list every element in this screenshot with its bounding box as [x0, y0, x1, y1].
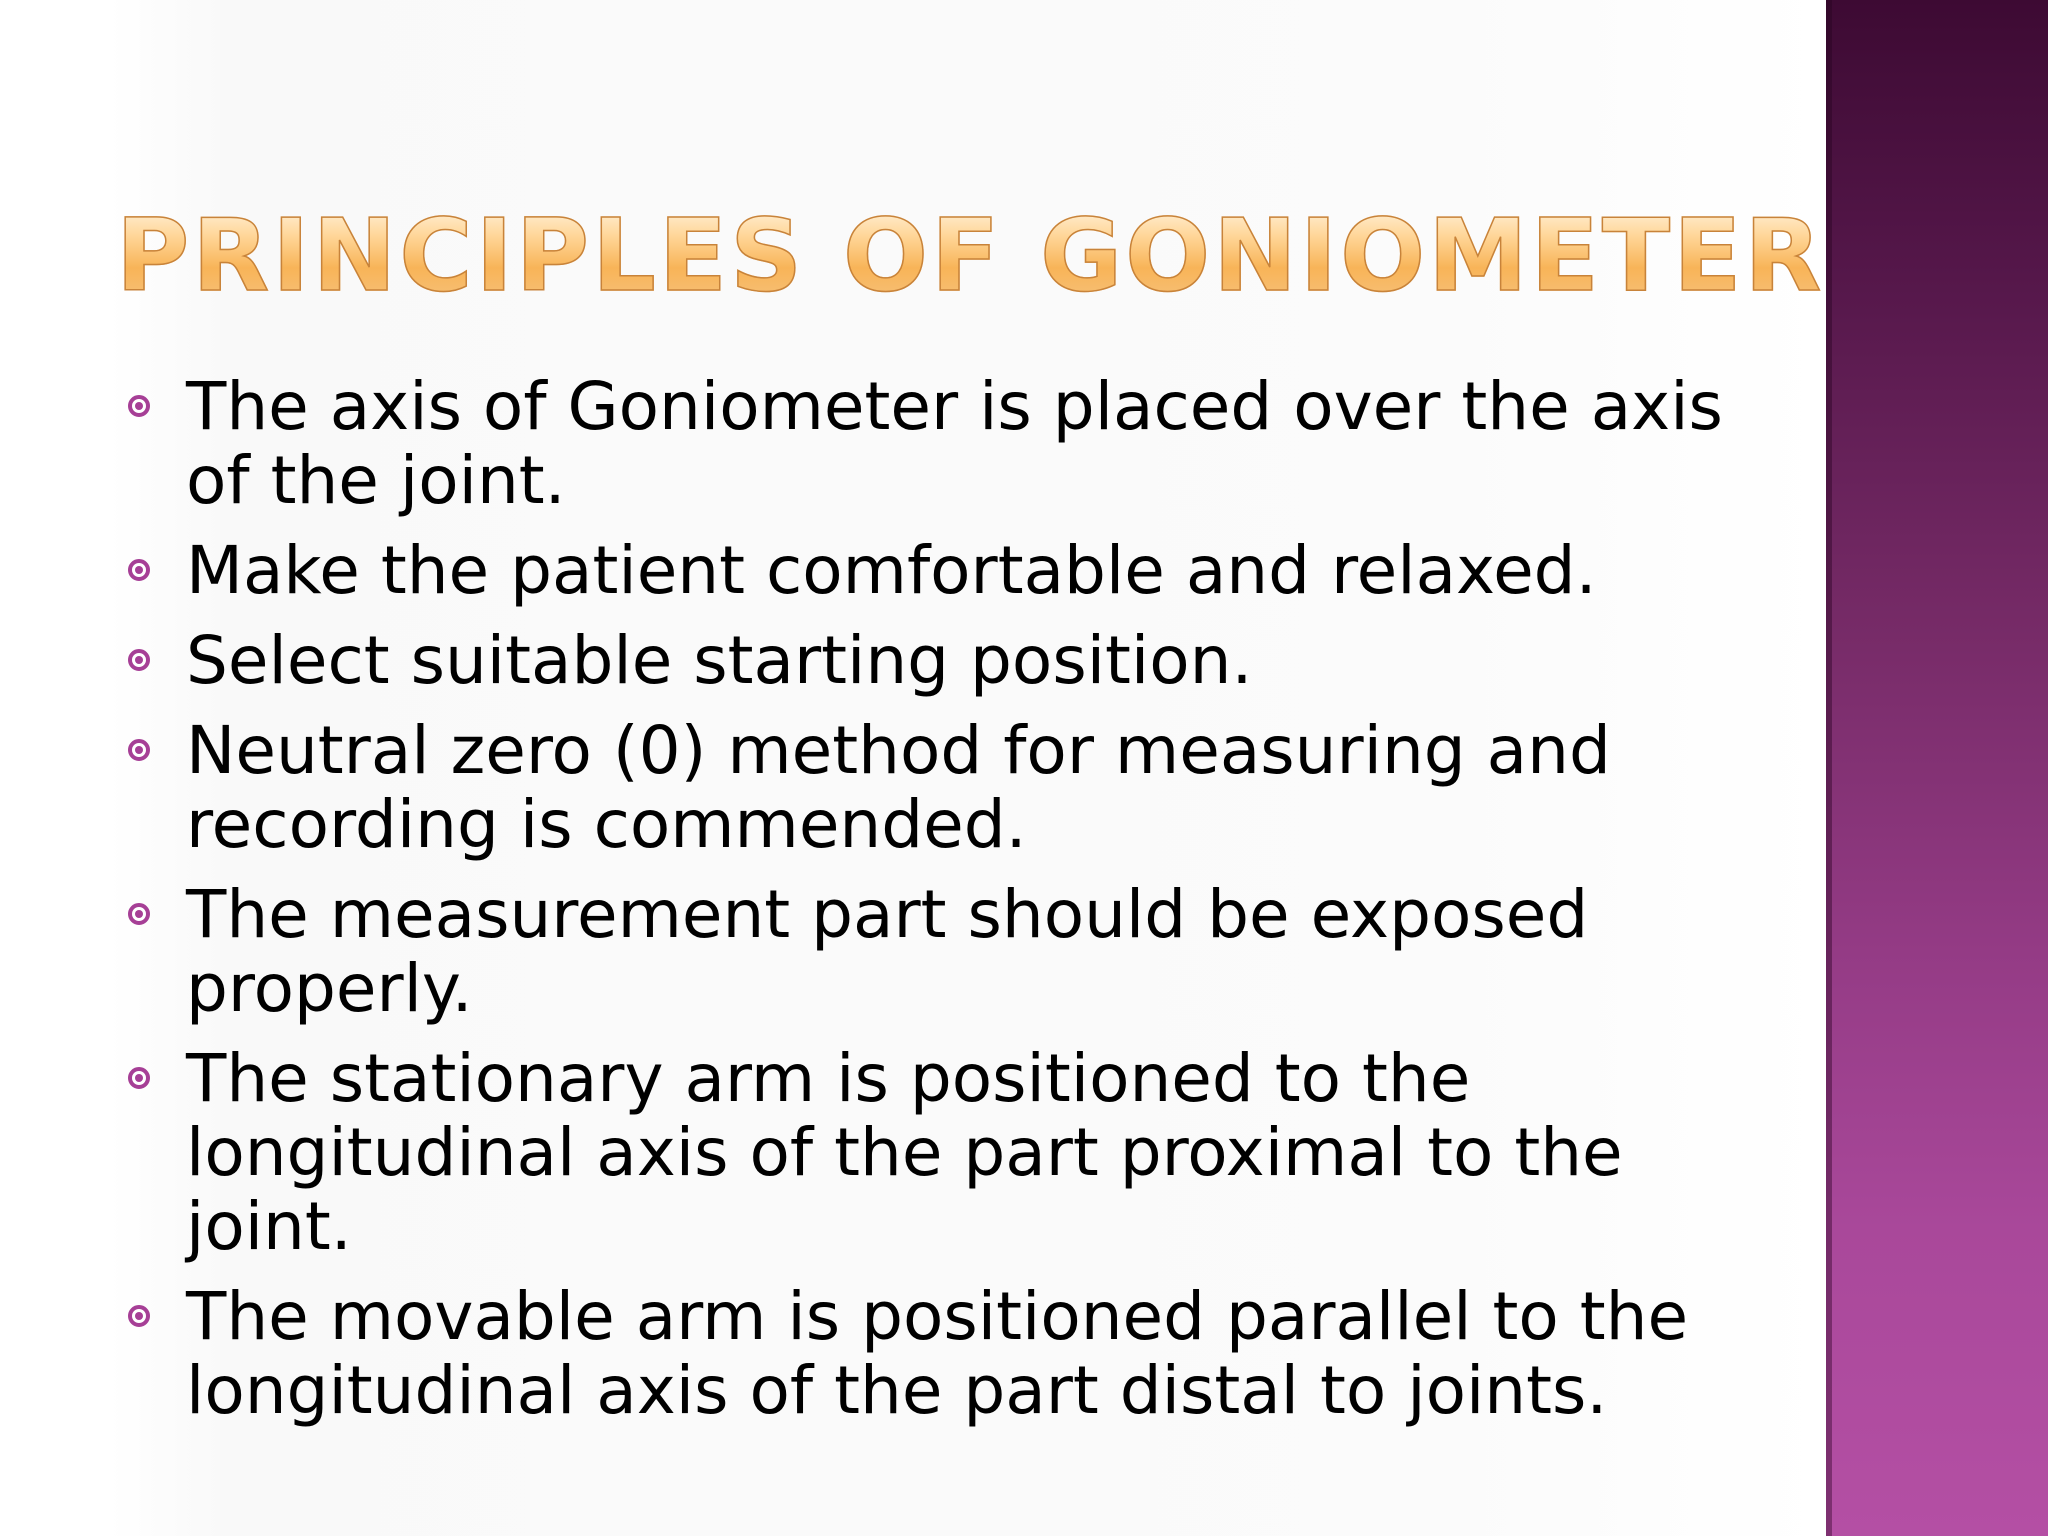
bullet-item [124, 1280, 1764, 1428]
bullet-item [124, 878, 1764, 1026]
circled-dot-icon [128, 649, 150, 671]
circled-dot-icon [128, 1067, 150, 1089]
side-band-edge [1826, 0, 1832, 1536]
circled-dot-icon [128, 903, 150, 925]
slide-title: PRINCIPLES OF GONIOMETER [116, 197, 1825, 314]
bullet-item [124, 1042, 1764, 1264]
bullet-text: The measurement part should be exposed properly. [186, 876, 1589, 1027]
circled-dot-icon [128, 1305, 150, 1327]
bullet-list [124, 370, 1764, 1444]
bullet-item [124, 624, 1764, 698]
bullet-text: Select suitable starting position. [186, 622, 1253, 699]
bullet-item [124, 534, 1764, 608]
circled-dot-icon [128, 559, 150, 581]
bullet-item [124, 370, 1764, 518]
decorative-side-band [1826, 0, 2048, 1536]
circled-dot-icon [128, 739, 150, 761]
circled-dot-icon [128, 395, 150, 417]
bullet-text: The movable arm is positioned parallel to the longitudinal axis of the part distal to joints. [186, 1278, 1689, 1429]
bullet-text: The stationary arm is positioned to the longitudinal axis of the part proximal to the joint. [186, 1040, 1623, 1265]
bullet-text: Make the patient comfortable and relaxed. [186, 532, 1597, 609]
bullet-text: Neutral zero (0) method for measuring and recording is commended. [186, 712, 1611, 863]
bullet-text: The axis of Goniometer is placed over the axis of the joint. [186, 368, 1723, 519]
bullet-item [124, 714, 1764, 862]
